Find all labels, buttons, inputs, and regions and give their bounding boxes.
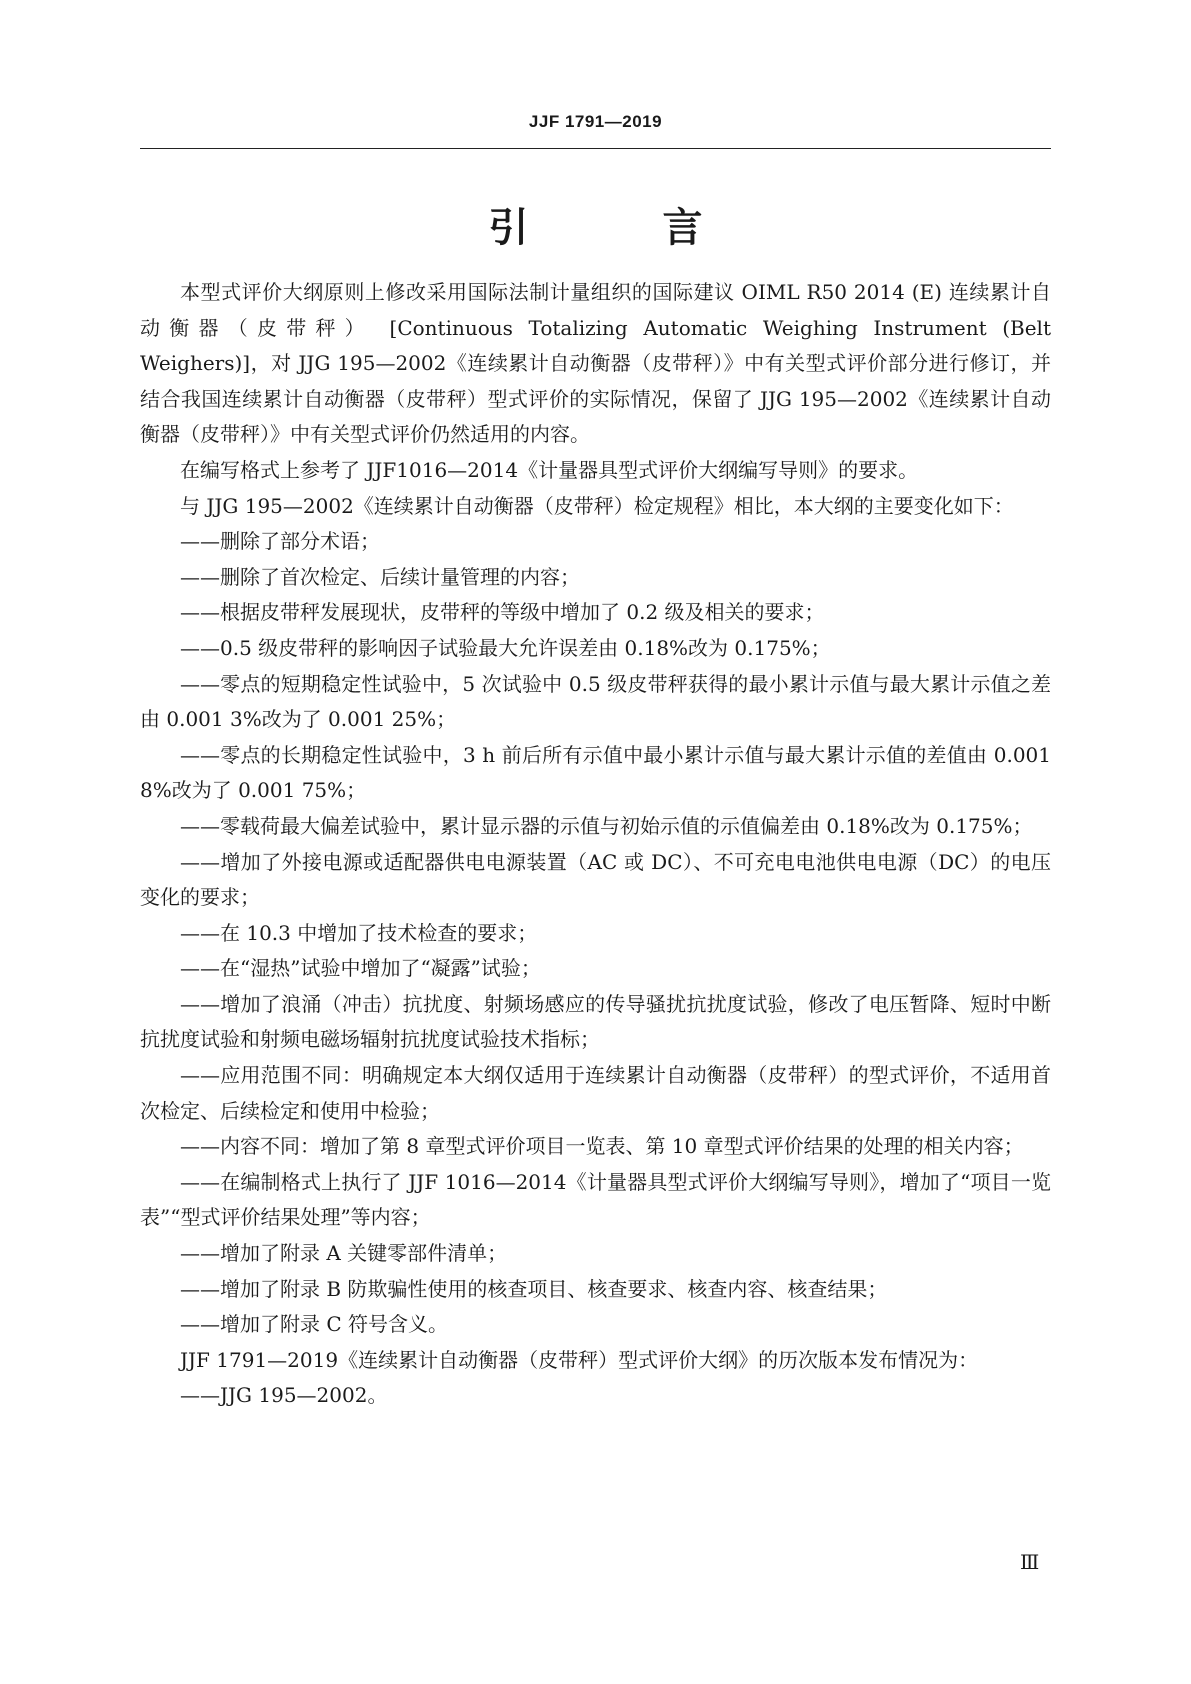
change-item: ——删除了首次检定、后续计量管理的内容；	[180, 564, 580, 589]
page-title: 引 言	[488, 205, 763, 251]
paragraph: JJF 1791—2019《连续累计自动衡器（皮带秤）型式评价大纲》的历次版本发布情况为：	[180, 1347, 979, 1372]
change-item: ——增加了外接电源或适配器供电电源装置（AC 或 DC）、不可充电电池供电电源（DC）的电压变化的要求；	[140, 849, 1051, 910]
change-item: ——增加了浪涌（冲击）抗扰度、射频场感应的传导骚扰抗扰度试验，修改了电压暂降、短时中断抗扰度试验和射频电磁场辐射抗扰度试验技术指标；	[140, 991, 1051, 1052]
paragraph: 本型式评价大纲原则上修改采用国际法制计量组织的国际建议 OIML R50 2014 (E) 连续累计自动衡器（皮带秤） [Continuous Totalizing Automatic Weighing Instrument (Belt Weighers)]，对 JJG 195—2002《连续累计自动衡器（皮带秤）》中有关型式评价部分进行修订，并结合我国连续累计自动衡器（皮带秤）型式评价的实际情况，保留了 JJG 195—2002《连续累计自动衡器（皮带秤）》中有关型式评价仍然适用的内容。	[140, 280, 1051, 447]
paragraph: 在编写格式上参考了 JJF1016—2014《计量器具型式评价大纲编写导则》的要求。	[180, 457, 919, 482]
change-item: ——0.5 级皮带秤的影响因子试验最大允许误差由 0.18%改为 0.175%；	[180, 635, 831, 660]
change-item: ——零点的长期稳定性试验中，3 h 前后所有示值中最小累计示值与最大累计示值的差值由 0.001 8%改为了 0.001 75%；	[140, 742, 1051, 803]
change-item: ——增加了附录 A 关键零部件清单；	[180, 1241, 508, 1266]
page-number: Ⅲ	[1020, 1550, 1040, 1574]
page-header: JJF 1791—2019	[528, 112, 663, 131]
change-item: ——应用范围不同：明确规定本大纲仅适用于连续累计自动衡器（皮带秤）的型式评价，不适用首次检定、后续检定和使用中检验；	[140, 1063, 1051, 1123]
change-item: ——内容不同：增加了第 8 章型式评价项目一览表、第 10 章型式评价结果的处理的相关内容；	[180, 1134, 1024, 1159]
change-item: ——增加了附录 B 防欺骗性使用的核查项目、核查要求、核查内容、核查结果；	[180, 1276, 888, 1301]
header-divider	[140, 148, 1051, 149]
change-item: ——零载荷最大偏差试验中，累计显示器的示值与初始示值的示值偏差由 0.18%改为 0.175%；	[180, 813, 1033, 838]
change-item: ——在“湿热”试验中增加了“凝露”试验；	[180, 956, 541, 981]
history-item: ——JJG 195—2002。	[180, 1383, 388, 1408]
change-item: ——增加了附录 C 符号含义。	[180, 1312, 449, 1337]
change-item: ——在 10.3 中增加了技术检查的要求；	[180, 920, 538, 945]
change-item: ——根据皮带秤发展现状，皮带秤的等级中增加了 0.2 级及相关的要求；	[180, 600, 825, 625]
paragraph: 与 JJG 195—2002《连续累计自动衡器（皮带秤）检定规程》相比，本大纲的主要变化如下：	[180, 493, 1014, 518]
change-item: ——零点的短期稳定性试验中，5 次试验中 0.5 级皮带秤获得的最小累计示值与最大累计示值之差由 0.001 3%改为了 0.001 25%；	[140, 671, 1051, 732]
change-item: ——在编制格式上执行了 JJF 1016—2014《计量器具型式评价大纲编写导则》，增加了“项目一览表”“型式评价结果处理”等内容；	[140, 1169, 1051, 1230]
change-item: ——删除了部分术语；	[180, 529, 380, 554]
body-text	[140, 275, 1051, 1414]
